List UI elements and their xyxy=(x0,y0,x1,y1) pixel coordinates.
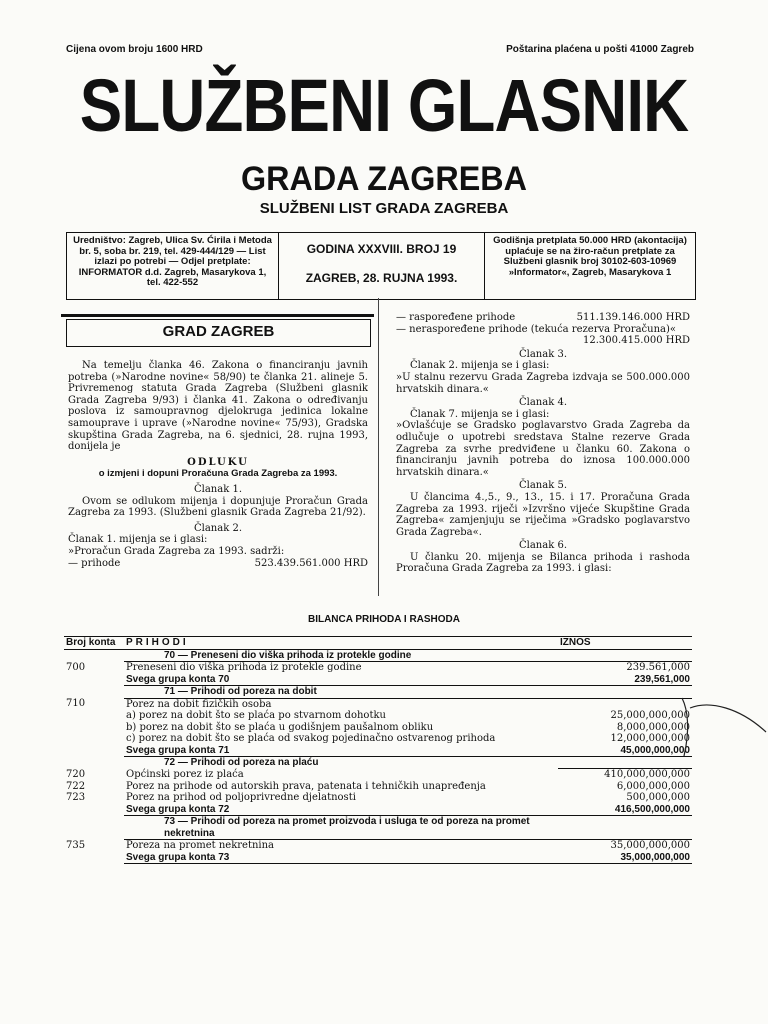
allocated-revenue-value: 511.139.146.000 HRD xyxy=(576,312,690,323)
account-description: Svega grupa konta 71 xyxy=(124,745,558,757)
account-number xyxy=(64,733,124,745)
unallocated-revenue-label: — neraspoređene prihode (tekuća rezerva Proračuna)« xyxy=(396,323,676,335)
account-description: 72 — Prihodi od poreza na plaću xyxy=(164,757,319,768)
account-number xyxy=(64,722,124,734)
amount: 239.561,000 xyxy=(626,662,690,673)
issue-number: GODINA XXXVIII. BROJ 19 xyxy=(306,242,457,256)
right-column xyxy=(396,312,690,575)
table-row xyxy=(64,781,692,793)
table-row xyxy=(64,710,692,722)
header-amount: IZNOS xyxy=(558,637,692,650)
issue-date: ZAGREB, 28. RUJNA 1993. xyxy=(305,271,458,285)
table-row xyxy=(64,722,692,734)
account-number: 700 xyxy=(66,661,86,673)
header-revenues: PRIHODI xyxy=(124,637,558,650)
account-number: 723 xyxy=(66,792,86,803)
amount: 35,000,000,000 xyxy=(610,840,690,851)
amount xyxy=(558,649,692,662)
table-row xyxy=(64,649,692,662)
masthead-title: SLUŽBENI GLASNIK xyxy=(79,64,689,147)
account-description: 70 — Preneseni dio viška prihoda iz protekle godine xyxy=(124,649,558,662)
table-row xyxy=(64,745,692,757)
account-number: 722 xyxy=(66,780,86,792)
account-description: Porez na prihode od autorskih prava, patenata i tehničkih unapređenja xyxy=(126,780,486,792)
balance-table xyxy=(64,636,692,864)
article-1-heading: Članak 1. xyxy=(194,483,242,495)
account-number xyxy=(64,804,124,816)
amount: 8,000,000,000 xyxy=(616,721,690,733)
article-1-text: Ovom se odlukom mijenja i dopunjuje Proračun Grada Zagreba za 1993. (Službeni glasnik Grada Zagreba 21/92). xyxy=(68,495,368,519)
account-description: Svega grupa konta 73 xyxy=(124,852,558,864)
issue-info xyxy=(279,233,485,299)
account-number xyxy=(64,686,124,699)
table-row xyxy=(64,840,692,852)
table-row xyxy=(64,674,692,686)
editorial-info: Uredništvo: Zagreb, Ulica Sv. Ćirila i Metoda br. 5, soba br. 219, tel. 429-444/129 — List izlazi po potrebi — Odjel pretplate: INFORMATOR d.d. Zagreb, Masarykova 1, tel. 422-552 xyxy=(67,233,279,299)
account-description: Porez na dobit fizičkih osoba xyxy=(126,698,272,710)
account-description: Općinski porez iz plaća xyxy=(126,768,244,780)
revenue-value: 523.439.561.000 HRD xyxy=(254,557,368,569)
table-row xyxy=(64,852,692,864)
account-description: a) porez na dobit što se plaća po stvarnom dohotku xyxy=(126,710,386,721)
subscription-info: Godišnja pretplata 50.000 HRD (akontacija) uplaćuje se na žiro-račun pretplate za Službeni glasnik broj 30102-603-10969 »Informator«, Zagreb, Masarykova 1 xyxy=(493,235,687,278)
article-2-line-1: Članak 1. mijenja se i glasi: xyxy=(68,534,208,546)
account-number: 720 xyxy=(66,768,86,780)
account-number xyxy=(64,852,124,864)
article-3-line-1: Članak 2. mijenja se i glasi: xyxy=(410,360,550,372)
account-description: b) porez na dobit što se plaća u godišnjem paušalnom obliku xyxy=(126,721,434,733)
account-description: 71 — Prihodi od poreza na dobit xyxy=(124,686,558,699)
article-3-line-2: »U stalnu rezervu Grada Zagreba izdvaja se 500.000.000 hrvatskih dinara.« xyxy=(396,371,690,395)
account-description: c) porez na dobit što se plaća od svakog pojedinačno ostvarenog prihoda xyxy=(126,733,496,744)
account-number: 735 xyxy=(66,839,86,851)
table-row xyxy=(64,698,692,710)
account-description: Preneseni dio viška prihoda iz protekle godine xyxy=(126,662,362,673)
account-number xyxy=(64,757,124,769)
account-number: 710 xyxy=(66,698,86,709)
article-4-line-2: »Ovlašćuje se Gradsko poglavarstvo Grada Zagreba da odlučuje o upotrebi sredstava Stalne rezerve Grada Zagreba za svrhe predviđene u članku 60. Zakona o financiranju javnih potreba do iznosa 100.000.000 hrvatskih dinara.« xyxy=(396,420,690,478)
amount: 239,561,000 xyxy=(558,674,692,686)
account-number xyxy=(64,816,124,840)
account-description: Poreza na promet nekretnina xyxy=(126,840,275,851)
table-row xyxy=(64,757,692,769)
revenue-label: — prihode xyxy=(68,557,121,569)
table-row xyxy=(64,769,692,781)
table-row xyxy=(64,804,692,816)
article-6-text: U članku 20. mijenja se Bilanca prihoda i rashoda Proračuna Grada Zagreba za 1993. i glasi: xyxy=(396,551,690,575)
amount: 416,500,000,000 xyxy=(558,804,692,816)
left-column xyxy=(68,360,368,569)
info-box xyxy=(66,232,696,300)
section-title: GRAD ZAGREB xyxy=(162,323,275,340)
account-number xyxy=(64,649,124,662)
amount: 410,000,000,000 xyxy=(604,769,690,780)
account-description: Svega grupa konta 70 xyxy=(124,674,558,686)
article-2-line-2: »Proračun Grada Zagreba za 1993. sadrži: xyxy=(68,545,285,557)
allocated-revenue-row xyxy=(396,312,690,324)
account-number xyxy=(64,745,124,757)
article-2-heading: Članak 2. xyxy=(194,522,242,534)
pen-mark xyxy=(660,690,768,770)
account-number xyxy=(64,674,124,686)
revenue-row xyxy=(68,558,368,570)
article-5-heading: Članak 5. xyxy=(519,480,567,492)
amount: 12,000,000,000 xyxy=(610,733,690,744)
decision-subtitle: o izmjeni i dopuni Proračuna Grada Zagreba za 1993. xyxy=(98,468,338,480)
table-row xyxy=(64,816,692,840)
column-divider xyxy=(378,298,379,596)
postage-notice: Poštarina plaćena u pošti 41000 Zagreb xyxy=(506,44,694,55)
section-box xyxy=(66,319,371,347)
balance-title: BILANCA PRIHODA I RASHODA xyxy=(307,614,461,625)
amount: 35,000,000,000 xyxy=(558,852,692,864)
amount: 25,000,000,000 xyxy=(610,710,690,721)
masthead-subtitle: GRADA ZAGREBA xyxy=(241,160,527,198)
account-description: Svega grupa konta 72 xyxy=(124,804,558,816)
amount: 45,000,000,000 xyxy=(558,745,692,757)
header-account-no: Broj konta xyxy=(64,637,124,650)
amount: 500,000,000 xyxy=(626,792,690,803)
official-gazette-label: SLUŽBENI LIST GRADA ZAGREBA xyxy=(259,200,509,217)
balance-header-row xyxy=(64,637,692,650)
allocated-revenue-label: — raspoređene prihode xyxy=(396,312,516,323)
account-number xyxy=(64,710,124,722)
account-description: Porez na prihod od poljoprivredne djelatnosti xyxy=(126,792,356,803)
decision-title: ODLUKU xyxy=(187,456,249,468)
intro-paragraph: Na temelju članka 46. Zakona o financiranju javnih potreba (»Narodne novine« 58/90) te članka 21. alineje 5. Privremenog statuta Grada Zagreba (Službeni glasnik Grada Zagreba 9/93) i članka 41. Zakona o određivanju poslova iz samoupravnog djelokruga jedinica lokalne samouprave i uprave (»Narodne novine« 75/93), Gradska skupština Grada Zagreba, na 6. sjednici, 28. rujna 1993, donijela je xyxy=(68,360,368,453)
amount: 6,000,000,000 xyxy=(616,780,690,792)
article-6-heading: Članak 6. xyxy=(519,540,567,552)
amount xyxy=(558,816,692,840)
article-5-text: U člancima 4.,5., 9., 13., 15. i 17. Proračuna Grada Zagreba za 1993. riječi »Izvršno vijeće Skupštine Grada Zagreba« zamjenjuju se riječima »Gradsko poglavarstvo Grada Zagreba«. xyxy=(396,491,690,538)
table-row xyxy=(64,662,692,674)
account-description: 73 — Prihodi od poreza na promet proizvoda i usluga te od poreza na promet nekretnina xyxy=(124,816,558,840)
unallocated-revenue-value: 12.300.415.000 HRD xyxy=(583,335,690,347)
article-4-line-1: Članak 7. mijenja se i glasi: xyxy=(410,408,550,420)
table-row xyxy=(64,686,692,699)
table-row xyxy=(64,733,692,745)
table-row xyxy=(64,792,692,804)
article-3-heading: Članak 3. xyxy=(519,348,567,360)
price-notice: Cijena ovom broju 1600 HRD xyxy=(66,44,203,55)
article-4-heading: Članak 4. xyxy=(519,397,567,409)
